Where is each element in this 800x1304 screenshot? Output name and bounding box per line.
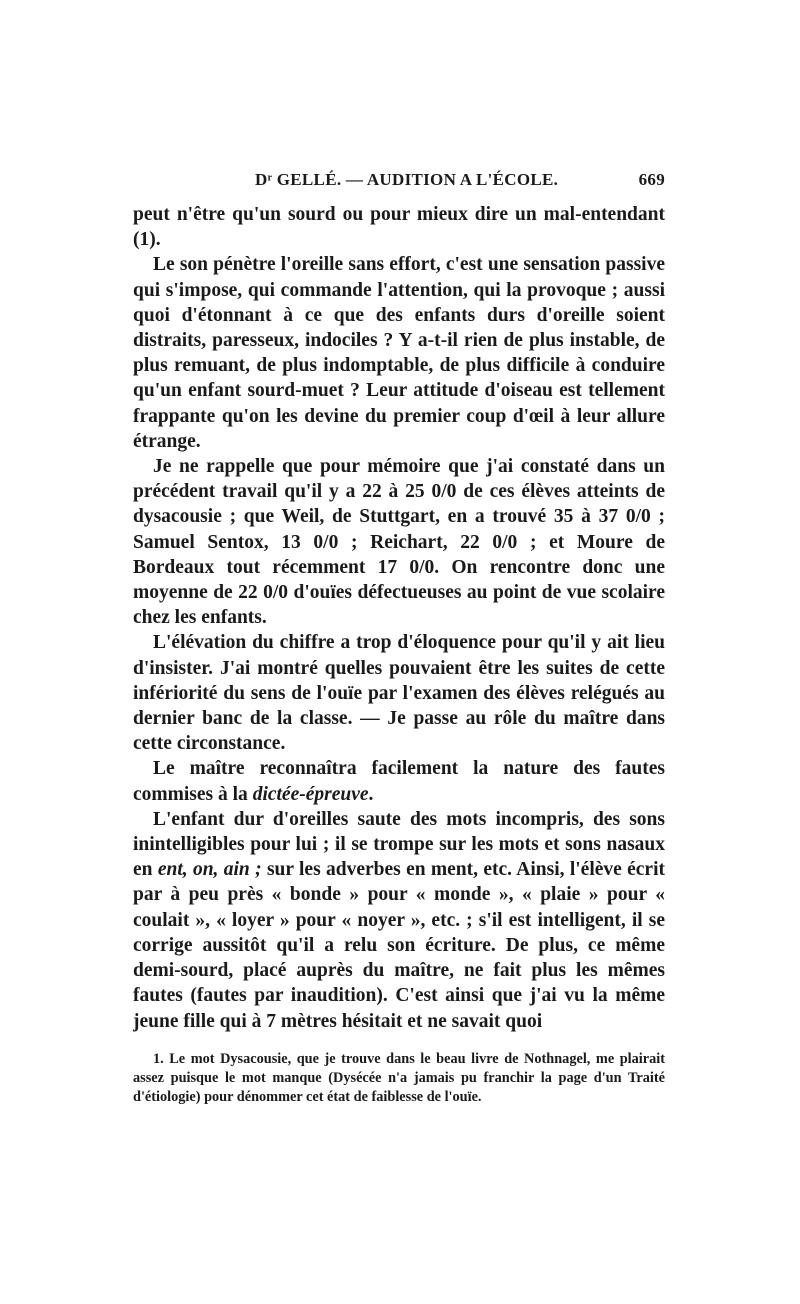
book-page [133, 170, 665, 1107]
paragraph-5 [133, 756, 665, 806]
running-head [133, 170, 665, 194]
paragraph-6-end: sur les adverbes en ment, etc. Ainsi, l'élève écrit par à peu près « bonde » pour « monde », « plaie » pour « coulait », « loyer » pour « noyer », etc. ; s'il est intelligent, il se corrige aussitôt qu'il a relu son écriture. De plus, ce même demi-sourd, placé auprès du maître, ne fait plus les mêmes fautes (fautes par inaudition). C'est ainsi que j'ai vu la même jeune fille qui à 7 mètres hésitait et ne savait quoi [133, 859, 666, 1032]
running-head-title: Dʳ GELLÉ. — AUDITION A L'ÉCOLE. [255, 170, 559, 189]
paragraph-1: peut n'être qu'un sourd ou pour mieux dire un mal-entendant (1). [133, 204, 665, 251]
paragraph-2: Le son pénètre l'oreille sans effort, c'est une sensation passive qui s'impose, qui commande l'attention, qui la provoque ; aussi quoi d'étonnant à ce que des enfants durs d'oreille soient distraits, paresseux, indociles ? Y a-t-il rien de plus instable, de plus remuant, de plus indomptable, de plus difficile à conduire qu'un enfant sourd-muet ? Leur attitude d'oiseau est tellement frappante qu'on les devine du premier coup d'œil à leur allure étrange. [133, 254, 665, 452]
paragraph-5-end: . [368, 783, 374, 805]
footnote [133, 1050, 665, 1107]
footnote-text: 1. Le mot Dysacousie, que je trouve dans le beau livre de Nothnagel, me plairait assez puisque le mot manque (Dysécée n'a jamais pu franchir la page d'un Traité d'étiologie) pour dénommer cet état de faiblesse de l'ouïe. [133, 1050, 665, 1105]
paragraph-6-text: L'enfant dur d'oreilles saute des mots incompris, des sons inintelligibles pour lui ; il se trompe sur les mots et sons nasaux en [133, 808, 665, 881]
paragraph-3: Je ne rappelle que pour mémoire que j'ai constaté dans un précédent travail qu'il y a 22 à 25 0/0 de ces élèves atteints de dysacousie ; que Weil, de Stuttgart, en a trouvé 35 à 37 0/0 ; Samuel Sentox, 13 0/0 ; Reichart, 22 0/0 ; et Moure de Bordeaux tout récemment 17 0/0. On rencontre donc une moyenne de 22 0/0 d'ouïes défectueuses au point de vue scolaire chez les enfants. [133, 456, 665, 629]
paragraph-6-emphasis: ent, on, ain ; [157, 859, 262, 881]
paragraph-4: L'élévation du chiffre a trop d'éloquence pour qu'il y ait lieu d'insister. J'ai montré quelles pouvaient être les suites de cette infériorité du sens de l'ouïe par l'examen des élèves relégués au dernier banc de la classe. — Je passe au rôle du maître dans cette circonstance. [133, 632, 665, 755]
body-text [133, 202, 665, 1034]
paragraph-6 [133, 807, 665, 1034]
paragraph-5-text: Le maître reconnaîtra facilement la nature des fautes commises à la [133, 758, 665, 805]
paragraph-5-emphasis: dictée-épreuve [252, 783, 369, 805]
page-number: 669 [638, 170, 665, 189]
